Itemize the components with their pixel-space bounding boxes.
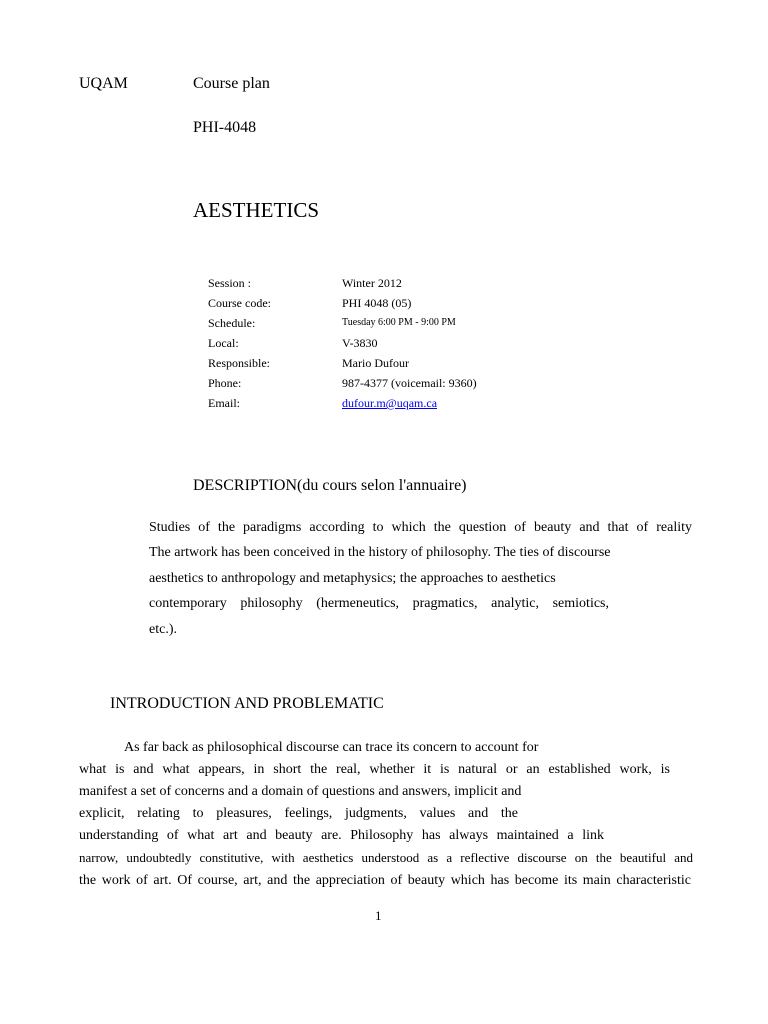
introduction-line: manifest a set of concerns and a domain of questions and answers, implicit and — [79, 784, 522, 799]
introduction-line: understanding of what art and beauty are. Philosophy has always maintained a link — [79, 828, 604, 843]
info-value-phone: 987-4377 (voicemail: 9360) — [342, 376, 477, 390]
info-value-responsible: Mario Dufour — [342, 356, 409, 370]
info-label-course-code: Course code: — [208, 296, 271, 310]
description-line: aesthetics to anthropology and metaphysics; the approaches to aesthetics — [149, 571, 556, 586]
page-number: 1 — [375, 908, 382, 923]
description-line: Studies of the paradigms according to which the question of beauty and that of reality — [149, 520, 692, 535]
introduction-line: the work of art. Of course, art, and the appreciation of beauty which has become its main characteristic — [79, 873, 691, 888]
email-link[interactable]: dufour.m@uqam.ca — [342, 396, 438, 410]
institution-name: UQAM — [79, 75, 128, 92]
document-type: Course plan — [193, 75, 270, 92]
info-value-local: V-3830 — [342, 336, 378, 350]
description-line: contemporary philosophy (hermeneutics, pragmatics, analytic, semiotics, — [149, 596, 609, 611]
info-value-course-code: PHI 4048 (05) — [342, 296, 412, 310]
info-label-phone: Phone: — [208, 376, 242, 390]
info-label-responsible: Responsible: — [208, 356, 270, 370]
description-line: The artwork has been conceived in the history of philosophy. The ties of discourse — [149, 545, 611, 560]
description-line: etc.). — [149, 622, 177, 637]
info-label-email: Email: — [208, 396, 240, 410]
introduction-heading: INTRODUCTION AND PROBLEMATIC — [110, 695, 384, 712]
introduction-line: As far back as philosophical discourse can trace its concern to account for — [124, 740, 539, 755]
course-number: PHI-4048 — [193, 119, 257, 136]
info-value-schedule: Tuesday 6:00 PM - 9:00 PM — [342, 317, 456, 328]
info-label-session: Session : — [208, 276, 252, 290]
introduction-line: narrow, undoubtedly constitutive, with aesthetics understood as a reflective discourse on the beautiful and — [79, 850, 693, 865]
info-value-session: Winter 2012 — [342, 276, 402, 290]
description-heading: DESCRIPTION(du cours selon l'annuaire) — [193, 477, 467, 494]
page-title: AESTHETICS — [193, 198, 319, 222]
info-label-local: Local: — [208, 336, 239, 350]
introduction-line: what is and what appears, in short the real, whether it is natural or an established work, is — [79, 762, 670, 777]
info-label-schedule: Schedule: — [208, 316, 256, 330]
introduction-line: explicit, relating to pleasures, feelings, judgments, values and the — [79, 806, 518, 821]
